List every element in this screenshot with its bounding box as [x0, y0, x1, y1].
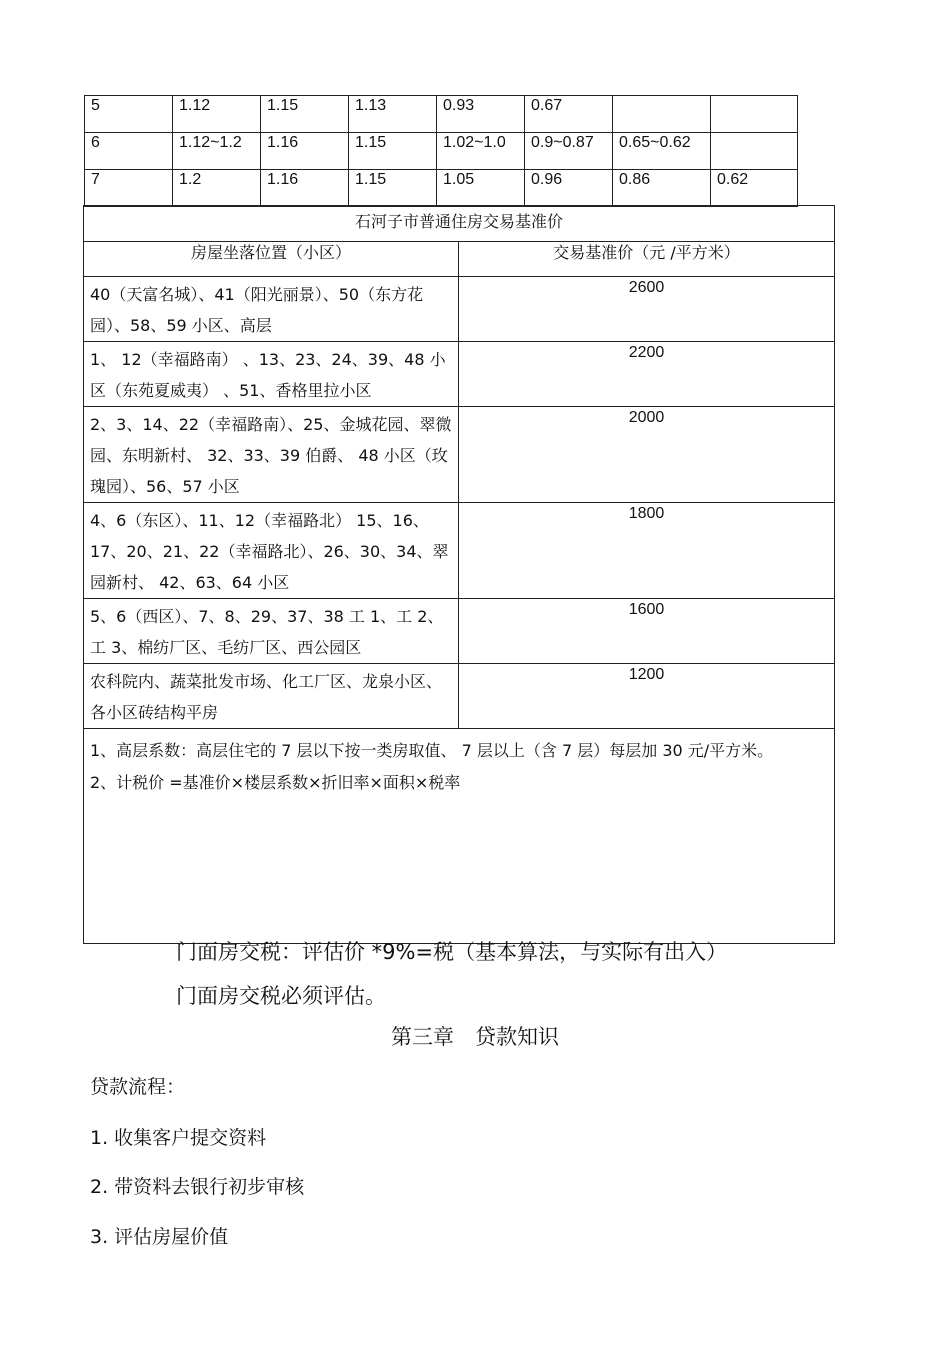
- base-price-table: [83, 205, 835, 944]
- floor-coefficient-table: [84, 95, 798, 207]
- table-title-row: [84, 206, 835, 242]
- notes-row: [84, 729, 835, 944]
- table-row: [84, 599, 835, 664]
- price-cell: 1600: [459, 599, 835, 664]
- chapter-heading: 第三章 贷款知识: [391, 1025, 559, 1049]
- location-cell: 1、 12（幸福路南） 、13、23、24、39、48 小区（东苑夏威夷） 、51、香格里拉小区: [84, 342, 459, 407]
- location-cell: 40（天富名城）、41（阳光丽景）、50（东方花园）、58、59 小区、高层: [84, 277, 459, 342]
- location-cell: 农科院内、蔬菜批发市场、化工厂区、龙泉小区、各小区砖结构平房: [84, 664, 459, 729]
- table-row: [84, 664, 835, 729]
- location-cell: 5、6（西区）、7、8、29、37、38 工 1、工 2、工 3、棉纺厂区、毛纺厂区、西公园区: [84, 599, 459, 664]
- location-cell: 2、3、14、22（幸福路南）、25、金城花园、翠微园、东明新村、 32、33、39 伯爵、 48 小区（玫瑰园）、56、57 小区: [84, 407, 459, 503]
- table-row: [84, 342, 835, 407]
- table-row: 5 1.12 1.15 1.13 0.93 0.67: [85, 96, 798, 133]
- price-cell: 1200: [459, 664, 835, 729]
- price-cell: 2600: [459, 277, 835, 342]
- note-high-rise: 1、高层系数：高层住宅的 7 层以下按一类房取值、 7 层以上（含 7 层）每层加 30 元/平方米。: [90, 741, 774, 760]
- column-header-price: 交易基准价（元 /平方米）: [459, 242, 835, 277]
- table-row: [84, 407, 835, 503]
- table-header-row: [84, 242, 835, 277]
- list-item: 2. 带资料去银行初步审核: [90, 1176, 305, 1198]
- shop-tax-formula: 门面房交税：评估价 *9%=税（基本算法，与实际有出入）: [176, 940, 728, 964]
- loan-process-title: 贷款流程：: [90, 1076, 186, 1098]
- notes-cell: [84, 729, 835, 944]
- list-item: 3. 评估房屋价值: [90, 1226, 229, 1248]
- price-cell: 2000: [459, 407, 835, 503]
- price-cell: 1800: [459, 503, 835, 599]
- list-item: 1. 收集客户提交资料: [90, 1127, 267, 1149]
- table-row: [84, 503, 835, 599]
- location-cell: 4、6（东区）、11、12（幸福路北） 15、16、17、20、21、22（幸福路北）、26、30、34、翠园新村、 42、63、64 小区: [84, 503, 459, 599]
- table-row: 7 1.2 1.16 1.15 1.05 0.96 0.86 0.62: [85, 170, 798, 207]
- price-cell: 2200: [459, 342, 835, 407]
- note-tax-formula: 2、计税价 =基准价×楼层系数×折旧率×面积×税率: [90, 773, 461, 792]
- table-row: [84, 277, 835, 342]
- table-title: 石河子市普通住房交易基准价: [84, 206, 835, 242]
- shop-tax-note: 门面房交税必须评估。: [176, 984, 386, 1008]
- table-row: 6 1.12~1.2 1.16 1.15 1.02~1.0 0.9~0.87 0.65~0.62: [85, 133, 798, 170]
- column-header-location: 房屋坐落位置（小区）: [84, 242, 459, 277]
